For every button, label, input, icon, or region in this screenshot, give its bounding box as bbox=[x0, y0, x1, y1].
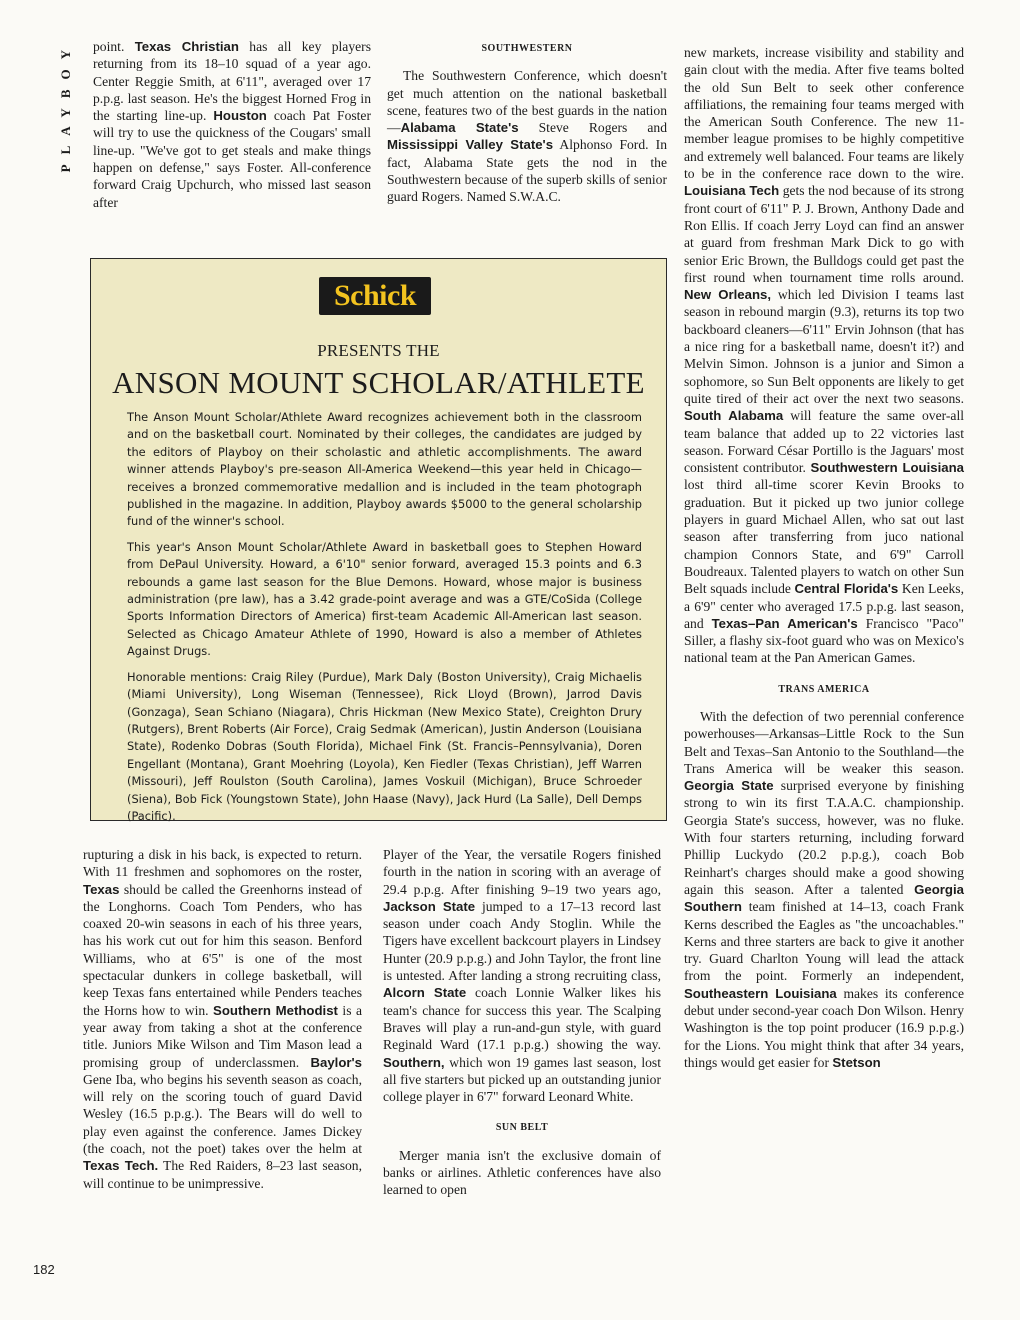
award-description bbox=[127, 409, 642, 833]
paragraph: point. Texas Christian has all key players returning from its 18–10 squad of a year ago. Center Reggie Smith, at 6'11", averaged over 17 p.p.g. last season. He's the biggest Horned Frog in the starting line-up. Houston coach Pat Foster will try to use the quickness of the Cougars' small line-up. "We've got to get steals and make things happen on defense," says Foster. All-conference forward Craig Upchurch, who missed last season after bbox=[93, 39, 371, 210]
paragraph: The Southwestern Conference, which doesn't get much attention on the national basketball scene, features two of the best guards in the nation—Alabama State's Steve Rogers and Mississippi Valley State's Alphonso Ford. In fact, Alabama State gets the nod in the Southwestern because of the superb skills of senior guard Rogers. Named S.W.A.C. bbox=[387, 68, 667, 205]
page-number: 182 bbox=[33, 1262, 55, 1277]
section-heading-sun-belt: SUN BELT bbox=[495, 1122, 549, 1134]
section-heading-southwestern: SOUTHWESTERN bbox=[481, 43, 573, 54]
column-1-bottom bbox=[83, 846, 362, 1192]
presents-heading: PRESENTS THE bbox=[317, 341, 440, 360]
column-1-top bbox=[93, 38, 371, 211]
paragraph: With the defection of two perennial conference powerhouses—Arkansas–Little Rock to the Sun Belt and Texas–San Antonio to the Southland—the Trans America will be weaker this season. Georgia State surprised everyone by finishing strong to win its first T.A.A.C. championship. Georgia State's success, however, was no fluke. With four starters returning, including forward Phillip Luckydo (20.2 p.p.g.), coach Bob Reinhart's charges should make a good showing again this season. After a talented Georgia Southern team finished at 14–13, coach Frank Kerns described the Eagles as "the uncoachables." Kerns and three starters are back to give it another try. Guard Charlton Young will lead the attack from the point. Formerly an independent, Southeastern Louisiana makes its conference debut under second-year coach Don Wilson. Henry Washington is the top point producer (16.9 p.p.g.) for the Lions. You might think that after 34 years, things would get easier for Stetson bbox=[684, 708, 964, 1070]
paragraph: new markets, increase visibility and stability and gain clout with the media. After five teams bolted the old Sun Belt to seek other conference affiliations, the remaining four teams merged with the American South Conference. The new 11-member league promises to be highly competitive and extremely well balanced. Four teams are likely to be in the conference race down to the wire. Louisiana Tech gets the nod because of its strong front court of 6'11" P. J. Brown, Anthony Dade and Ron Ellis. If coach Jerry Loyd can find an answer at guard from freshman Mark Dick to go with senior Eric Brown, the Bulldogs could get past the first round when tournament time rolls around. New Orleans, which led Division I teams last season in rebound margin (9.3), returns its top two backboard cleaners—6'11" Ervin Johnson (that has a nice ring for a basketball name, doesn't it?) and Melvin Simon. Johnson is a junior and Simon a sophomore, so Sun Belt opponents are likely to get quite tired of their act over the next two seasons. South Alabama will feature the same over-all team balance that added up to 22 victories last season. Forward César Portillo is the Jaguars' most consistent contributor. Southwestern Louisiana lost third all-time scorer Kevin Brooks to graduation. But it picked up two junior college players in guard Michael Allen, who sat out last season after transferring from juco national champion Connors State, and 6'9" Carroll Boudreaux. Talented players to watch on other Sun Belt squads include Central Florida's Ken Leeks, a 6'9" center who averaged 17.5 p.p.g. last season, and Texas–Pan American's Francisco "Paco" Siller, a flashy six-foot guard who was on Mexico's national team at the Pan American Games. bbox=[684, 45, 965, 666]
column-2-top bbox=[387, 38, 667, 206]
award-paragraph: This year's Anson Mount Scholar/Athlete Award in basketball goes to Stephen Howard from DePaul University. Howard, a 6'10" senior forward, averaged 15.3 points and 6.3 rebounds a game last season for the Blue Demons. Howard, whose major is business administration (pre law), has a 3.42 grade-point average and was a GTE/CoSida (College Sports Information Directors of America) first-team Academic All-American last season. Selected as Chicago Amateur Athlete of 1990, Howard is also a member of Athletes Against Drugs. bbox=[127, 539, 642, 659]
column-2-bottom bbox=[383, 846, 661, 1199]
magazine-side-label: PLAYBOY bbox=[58, 40, 73, 173]
award-title: ANSON MOUNT SCHOLAR/ATHLETE bbox=[112, 365, 645, 400]
award-paragraph: The Anson Mount Scholar/Athlete Award recognizes achievement both in the classroom and on the basketball court. Nominated by their colleges, the candidates are judged by the editors of Playboy on their scholastic and athletic accomplishments. The award winner attends Playboy's pre-season All-America Weekend—this year held in Chicago—receives a bronzed commemorative medallion and is included in the team photograph published in the magazine. In addition, Playboy awards $5000 to the general scholarship fund of the winner's school. bbox=[127, 410, 642, 529]
honorable-mentions: Honorable mentions: Craig Riley (Purdue), Mark Daly (Boston University), Craig Michaelis (Miami University), Long Wiseman (Tennessee), Rick Lloyd (Brown), Jarrod Davis (Gonzaga), Sean Schiano (Niagara), Chris Hickman (New Mexico State), Creighton Drury (Rutgers), Brent Roberts (Air Force), Craig Sedmak (American), Justin Anderson (Louisiana State), Rodenko Dobras (South Florida), Michael Fink (St. Francis–Pennsylvania), Doren Engellant (Montana), Grant Moehring (Loyola), Ken Fiedler (Texas Christian), Jeff Warren (Missouri), Jeff Roulston (South Carolina), James Voskuil (Michigan), Bruce Schroeder (Siena), Bob Fick (Youngstown State), John Haase (Navy), Jack Hurd (La Salle), Dell Demps (Pacific). bbox=[127, 669, 642, 823]
paragraph: Merger mania isn't the exclusive domain of banks or airlines. Athletic conferences have also learned to open bbox=[383, 1147, 661, 1198]
paragraph: rupturing a disk in his back, is expected to return. With 11 freshmen and sophomores on the roster, Texas should be called the Greenhorns instead of the Longhorns. Coach Tom Penders, who has coaxed 20-win seasons in each of his three years, has his work cut out for him this season. Benford Williams, who at 6'5" is one of the most spectacular dunkers in college basketball, will keep Texas fans entertained while Penders teaches the Horns how to win. Southern Methodist is a year away from taking a shot at the conference title. Juniors Mike Wilson and Tim Mason lead a promising group of underclassmen. Baylor's Gene Iba, who begins his seventh season as coach, will rely on the scoring touch of guard David Wesley (16.5 p.p.g.). The Bears will do well to play even against the conference. James Dickey (the coach, not the poet) takes over the helm at Texas Tech. The Red Raiders, 8–23 last season, will continue to be unimpressive. bbox=[83, 847, 363, 1191]
paragraph: Player of the Year, the versatile Rogers finished fourth in the nation in scoring with an average of 29.4 p.p.g. After finishing 9–19 two years ago, Jackson State jumped to a 17–13 record last season under coach Andy Stoglin. While the Tigers have excellent backcourt players in Lindsey Hunter (20.9 p.p.g.) and John Taylor, the front line is untested. After landing a strong recruiting class, Alcorn State coach Lonnie Walker likes his team's chance for success this year. The Scalping Braves will play a run-and-gun style, with guard Reginald Ward (17.1 p.p.g.) showing the way. Southern, which won 19 games last season, lost all five starters but picked up an outstanding junior college player in 6'7" forward Leonard White. bbox=[383, 847, 661, 1105]
column-3 bbox=[684, 44, 964, 1071]
schick-logo: Schick bbox=[319, 277, 431, 315]
schick-award-box bbox=[90, 258, 667, 821]
section-heading-trans-america: TRANS AMERICA bbox=[778, 683, 870, 695]
